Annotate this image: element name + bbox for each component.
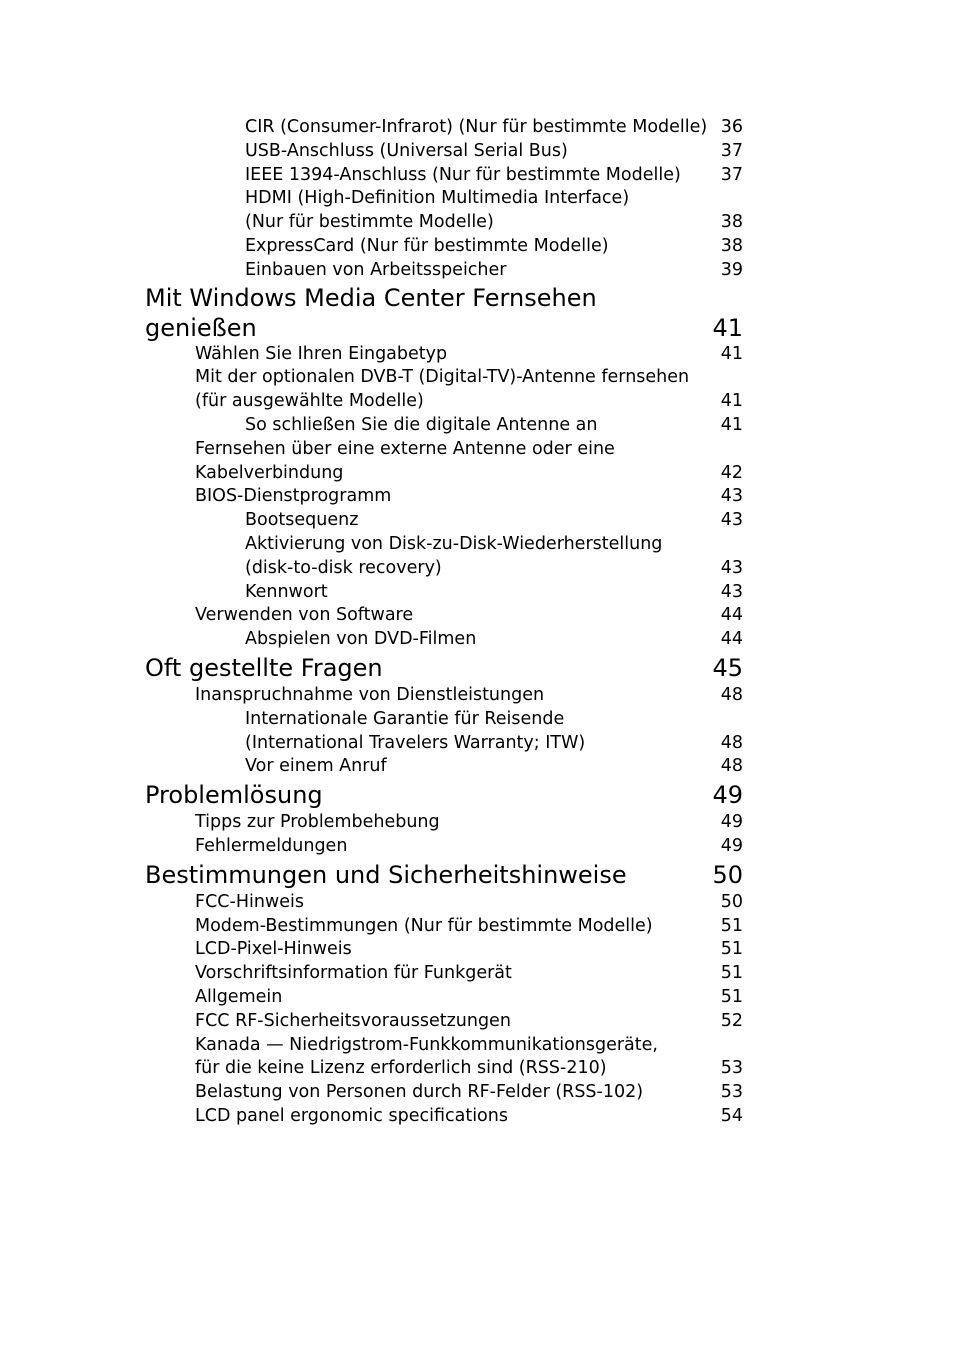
toc-entry-title [0,366,743,414]
toc-entry-title [0,653,743,683]
toc-title-line: Vor einem Anruf [245,756,387,777]
toc-title-line: Inanspruchnahme von Dienstleistungen [195,684,545,705]
toc-section-entry [0,938,743,962]
toc-section-entry [0,811,743,835]
toc-entry-title [0,708,743,756]
toc-entry-title [0,755,743,779]
toc-page-number: 51 [720,986,743,1007]
toc-title-line: (für ausgewählte Modelle) [195,391,424,412]
toc-section-entry [0,684,743,708]
toc-page-number: 37 [720,140,743,161]
toc-entry-title [0,684,743,708]
toc-title-line: Kanada — Niedrigstrom-Funkkommunikationsgeräte, [195,1034,658,1055]
toc-entry-title [0,1105,743,1129]
toc-page-number: 38 [720,235,743,256]
toc-title-line: Aktivierung von Disk-zu-Disk-Wiederherstellung [245,533,663,554]
toc-title-line: Allgemein [195,986,283,1007]
toc-title-line: FCC RF-Sicherheitsvoraussetzungen [195,1010,511,1031]
toc-entry-title [0,986,743,1010]
toc-entry-title [0,811,743,835]
toc-page-number: 44 [720,629,743,650]
toc-section-entry [0,1081,743,1105]
toc-title-line: HDMI (High-Definition Multimedia Interface) [245,188,630,209]
toc-title-line: BIOS-Dienstprogramm [195,486,392,507]
toc-section-entry [0,235,743,259]
toc-page-number: 37 [720,164,743,185]
toc-page-number: 42 [720,462,743,483]
toc-section-entry [0,962,743,986]
toc-entry-title [0,438,743,486]
toc-page-number: 48 [720,684,743,705]
toc-title-line: LCD-Pixel-Hinweis [195,939,352,960]
toc-entry-title [0,187,743,235]
toc-title-line: Einbauen von Arbeitsspeicher [245,259,507,280]
toc-section-entry [0,755,743,779]
toc-page-number: 39 [720,259,743,280]
table-of-contents [0,116,954,1129]
toc-page-number: 49 [712,781,743,810]
toc-section-entry [0,835,743,859]
toc-page-number: 36 [720,117,743,137]
toc-entry-title [0,780,743,810]
toc-section-entry [0,1034,743,1082]
toc-title-line: Oft gestellte Fragen [145,653,383,682]
toc-section-entry [0,164,743,188]
toc-page-number: 41 [720,391,743,412]
toc-title-line: Modem-Bestimmungen (Nur für bestimmte Modelle) [195,915,653,936]
toc-title-line: Mit der optionalen DVB-T (Digital-TV)-Antenne fernsehen [195,367,690,388]
toc-title-line: Tipps zur Problembehebung [195,812,440,833]
toc-section-entry [0,628,743,652]
toc-page-number: 54 [720,1105,743,1126]
toc-title-line: CIR (Consumer-Infrarot) (Nur für bestimmte Modelle) [245,117,708,137]
toc-entry-title [0,259,743,283]
toc-page-number: 49 [720,835,743,856]
toc-title-line: Problemlösung [145,781,323,810]
toc-section-entry [0,581,743,605]
toc-section-entry [0,915,743,939]
toc-entry-title [0,628,743,652]
toc-title-line: (disk-to-disk recovery) [245,557,442,578]
toc-entry-title [0,860,743,890]
toc-page-number: 44 [720,605,743,626]
toc-entry-title [0,283,743,343]
toc-page-number: 51 [720,963,743,984]
toc-page-number: 50 [720,891,743,912]
toc-entry-title [0,1081,743,1105]
toc-entry-title [0,835,743,859]
toc-section-entry [0,1010,743,1034]
toc-page-number: 50 [712,860,743,889]
toc-section-entry [0,986,743,1010]
toc-title-line: FCC-Hinweis [195,891,304,912]
toc-page-number: 41 [712,313,743,342]
toc-page-number: 51 [720,939,743,960]
toc-title-line: Kennwort [245,581,328,602]
toc-entry-title [0,891,743,915]
toc-section-entry [0,1105,743,1129]
toc-page-number: 53 [720,1082,743,1103]
toc-page-number: 43 [720,557,743,578]
toc-title-line: Verwenden von Software [195,605,414,626]
toc-title-line: Internationale Garantie für Reisende [245,708,565,729]
toc-title-line: Kabelverbindung [195,462,344,483]
toc-page-number: 53 [720,1058,743,1079]
toc-title-line: Fehlermeldungen [195,835,348,856]
toc-entry-title [0,164,743,188]
toc-title-line: (Nur für bestimmte Modelle) [245,212,494,233]
toc-section-entry [0,140,743,164]
toc-title-line: Fernsehen über eine externe Antenne oder eine [195,438,615,459]
toc-section-entry [0,438,743,486]
toc-entry-title [0,509,743,533]
toc-chapter-entry [0,860,743,890]
toc-page-number: 43 [720,581,743,602]
toc-page-number: 45 [712,653,743,682]
toc-entry-title [0,414,743,438]
toc-title-line: Bootsequenz [245,510,359,531]
toc-title-line: Mit Windows Media Center Fernsehen [145,283,597,312]
toc-title-line: So schließen Sie die digitale Antenne an [245,414,598,435]
toc-entry-title [0,140,743,164]
toc-section-entry [0,509,743,533]
toc-entry-title [0,533,743,581]
toc-page-number: 51 [720,915,743,936]
toc-chapter-entry [0,780,743,810]
toc-page-number: 38 [720,212,743,233]
toc-entry-title [0,604,743,628]
toc-page-number: 41 [720,414,743,435]
toc-page-number: 41 [720,343,743,364]
toc-title-line: Belastung von Personen durch RF-Felder (RSS-102) [195,1082,644,1103]
toc-entry-title [0,485,743,509]
toc-title-line: Abspielen von DVD-Filmen [245,629,477,650]
toc-page-number: 52 [720,1010,743,1031]
toc-section-entry [0,366,743,414]
toc-title-line: Vorschriftsinformation für Funkgerät [195,963,512,984]
toc-page-number: 43 [720,510,743,531]
toc-section-entry [0,259,743,283]
toc-section-entry [0,708,743,756]
toc-section-entry [0,891,743,915]
toc-title-line: für die keine Lizenz erforderlich sind (RSS-210) [195,1058,607,1079]
toc-title-line: USB-Anschluss (Universal Serial Bus) [245,140,568,161]
toc-page-number: 43 [720,486,743,507]
toc-title-line: Bestimmungen und Sicherheitshinweise [145,860,627,889]
toc-page-number: 48 [720,732,743,753]
toc-section-entry [0,485,743,509]
toc-title-line: (International Travelers Warranty; ITW) [245,732,586,753]
toc-section-entry [0,116,743,140]
toc-section-entry [0,414,743,438]
toc-chapter-entry [0,283,743,343]
toc-title-line: Wählen Sie Ihren Eingabetyp [195,343,448,364]
toc-entry-title [0,938,743,962]
toc-title-line: ExpressCard (Nur für bestimmte Modelle) [245,235,609,256]
toc-title-line: LCD panel ergonomic specifications [195,1105,508,1126]
toc-chapter-entry [0,653,743,683]
toc-entry-title [0,343,743,367]
toc-page-number: 49 [720,812,743,833]
toc-section-entry [0,604,743,628]
toc-entry-title [0,116,743,140]
toc-entry-title [0,581,743,605]
toc-entry-title [0,962,743,986]
toc-title-line: genießen [145,313,257,342]
toc-title-line: IEEE 1394-Anschluss (Nur für bestimmte Modelle) [245,164,681,185]
toc-page-number: 48 [720,756,743,777]
toc-entry-title [0,1010,743,1034]
toc-section-entry [0,343,743,367]
toc-entry-title [0,1034,743,1082]
toc-section-entry [0,187,743,235]
toc-entry-title [0,915,743,939]
toc-entry-title [0,235,743,259]
toc-section-entry [0,533,743,581]
